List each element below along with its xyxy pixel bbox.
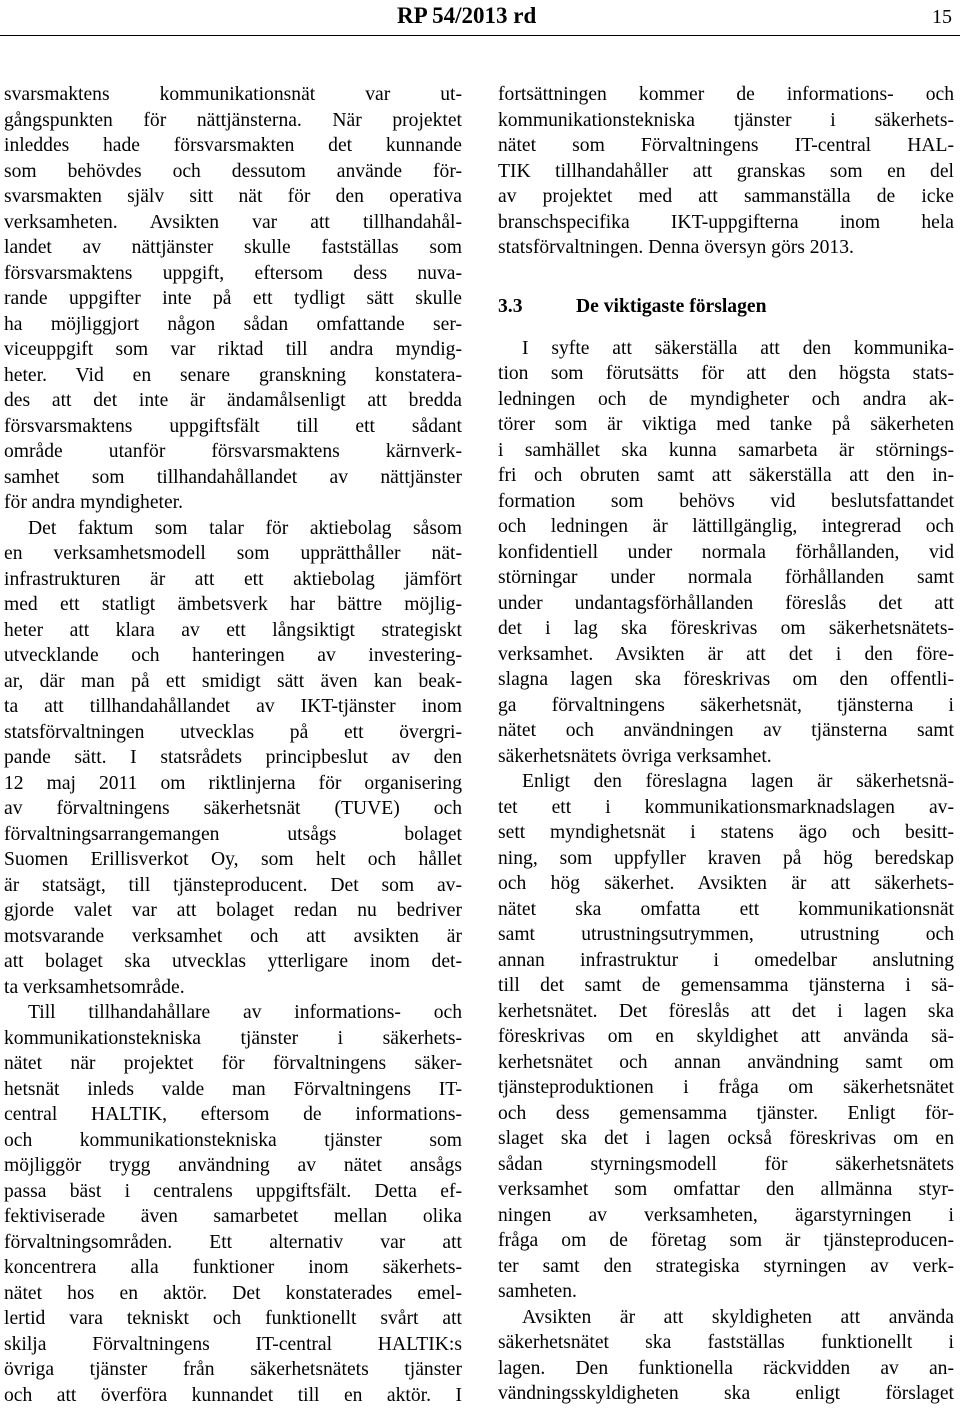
text-line: förvaltningsområden. Ett alternativ var att bbox=[4, 1230, 462, 1256]
text-line: lertid vara tekniskt och funktionellt svårt att bbox=[4, 1306, 462, 1332]
text-line: är statsägt, till tjänsteproducent. Det som av- bbox=[4, 873, 462, 899]
text-line: gjorde valet var att bolaget redan nu bedriver bbox=[4, 898, 462, 924]
text-line: som behövdes och dessutom använde för- bbox=[4, 159, 462, 185]
text-line: område utanför försvarsmaktens kärnverk- bbox=[4, 439, 462, 465]
text-line: av förvaltningens säkerhetsnät (TUVE) och bbox=[4, 796, 462, 822]
text-line: ga förvaltningens säkerhetsnät, tjänsterna i bbox=[498, 693, 954, 719]
text-line: landet av nättjänster skulle fastställas som bbox=[4, 235, 462, 261]
text-line: Det faktum som talar för aktiebolag såsom bbox=[4, 516, 462, 542]
page-header bbox=[0, 0, 960, 36]
text-line: kerhetsnätet. Det föreslås att det i lagen ska bbox=[498, 999, 954, 1025]
text-line: ta verksamhetsområde. bbox=[4, 975, 462, 1001]
text-line: verksamhet som omfattar den allmänna styr- bbox=[498, 1177, 954, 1203]
text-line: att bolaget ska utvecklas ytterligare inom det- bbox=[4, 949, 462, 975]
left-column bbox=[4, 82, 462, 1408]
text-line: möjliggör trygg användning av nätet ansågs bbox=[4, 1153, 462, 1179]
text-line: ta att tillhandahållandet av IKT-tjänster inom bbox=[4, 694, 462, 720]
text-line: pande sätt. I statsrådets principbeslut av den bbox=[4, 745, 462, 771]
text-line: TIK tillhandahåller att granskas som en del bbox=[498, 159, 954, 185]
paragraph bbox=[498, 336, 954, 770]
text-line: rande uppgifter inte på ett tydligt sätt skulle bbox=[4, 286, 462, 312]
text-line: förvaltningsarrangemangen utsågs bolaget bbox=[4, 822, 462, 848]
text-line: nätet hos en aktör. Det konstaterades emel- bbox=[4, 1281, 462, 1307]
text-line: statsförvaltningen utvecklas på ett övergri- bbox=[4, 720, 462, 746]
text-line: tet ett i kommunikationsmarknadslagen av- bbox=[498, 795, 954, 821]
paragraph bbox=[498, 82, 954, 261]
text-line: 12 maj 2011 om riktlinjerna för organisering bbox=[4, 771, 462, 797]
text-line: slagna lagen ska föreskrivas om den offentli- bbox=[498, 667, 954, 693]
paragraph bbox=[498, 769, 954, 1305]
text-line: säkerhetsnätet ska fastställas funktionellt i bbox=[498, 1330, 954, 1356]
text-line: ledningen och de myndigheter och andra ak- bbox=[498, 387, 954, 413]
text-line: verksamhet. Avsikten är att det i den före- bbox=[498, 642, 954, 668]
text-line: övriga tjänster från säkerhetsnätets tjänster bbox=[4, 1357, 462, 1383]
text-line: inleddes hade försvarsmakten det kunnande bbox=[4, 133, 462, 159]
text-line: nätet ska omfatta ett kommunikationsnät bbox=[498, 897, 954, 923]
text-line: till det samt de gemensamma tjänsterna i sä- bbox=[498, 973, 954, 999]
text-line: tjänsteproduktionen i fråga om säkerhetsnätet bbox=[498, 1075, 954, 1101]
text-line: det i lag ska föreskrivas om säkerhetsnätets- bbox=[498, 616, 954, 642]
text-line: motsvarande verksamhet och att avsikten är bbox=[4, 924, 462, 950]
text-line: infrastrukturen är att ett aktiebolag jämfört bbox=[4, 567, 462, 593]
text-line: formation som behövs vid beslutsfattandet bbox=[498, 489, 954, 515]
text-line: föreskrivas om en skyldighet att använda sä- bbox=[498, 1024, 954, 1050]
text-line: samheten. bbox=[498, 1279, 954, 1305]
page-number: 15 bbox=[932, 6, 952, 29]
text-line: nätet när projektet för förvaltningens säker- bbox=[4, 1051, 462, 1077]
text-line: försvarsmaktens uppgiftsfält till ett sådant bbox=[4, 414, 462, 440]
text-line: och kommunikationstekniska tjänster som bbox=[4, 1128, 462, 1154]
paragraph bbox=[498, 1305, 954, 1407]
text-line: under undantagsförhållanden föreslås det att bbox=[498, 591, 954, 617]
text-line: ning, som uppfyller kraven på hög beredskap bbox=[498, 846, 954, 872]
text-line: branschspecifika IKT-uppgifterna inom hela bbox=[498, 210, 954, 236]
text-line: kommunikationstekniska tjänster i säkerhets- bbox=[4, 1026, 462, 1052]
text-line: central HALTIK, eftersom de informations- bbox=[4, 1102, 462, 1128]
spacer bbox=[498, 261, 954, 287]
text-line: I syfte att säkerställa att den kommunika- bbox=[498, 336, 954, 362]
text-line: kommunikationstekniska tjänster i säkerhets- bbox=[498, 108, 954, 134]
text-line: ha möjliggjort någon sådan omfattande ser- bbox=[4, 312, 462, 338]
text-line: heter att klara av ett långsiktigt strategiskt bbox=[4, 618, 462, 644]
text-line: slaget ska det i lagen också föreskrivas om en bbox=[498, 1126, 954, 1152]
text-line: gångspunkten för nättjänsterna. När projektet bbox=[4, 108, 462, 134]
text-line: skilja Förvaltningens IT-central HALTIK:s bbox=[4, 1332, 462, 1358]
section-heading bbox=[498, 294, 954, 320]
text-line: Avsikten är att skyldigheten att använda bbox=[498, 1305, 954, 1331]
text-line: ar, där man på ett smidigt sätt även kan beak- bbox=[4, 669, 462, 695]
paragraph bbox=[4, 1000, 462, 1408]
text-line: kerhetsnätet och annan användning samt om bbox=[498, 1050, 954, 1076]
section-number: 3.3 bbox=[498, 294, 576, 320]
text-line: av projektet med att sammanställa de icke bbox=[498, 184, 954, 210]
text-line: hetsnät inleds valde man Förvaltningens IT- bbox=[4, 1077, 462, 1103]
text-line: för andra myndigheter. bbox=[4, 490, 462, 516]
text-line: des att det inte är ändamålsenligt att bredda bbox=[4, 388, 462, 414]
text-line: ningen av verksamheten, ägarstyrningen i bbox=[498, 1203, 954, 1229]
text-line: sådan styrningsmodell för säkerhetsnätets bbox=[498, 1152, 954, 1178]
text-line: en verksamhetsmodell som upprätthåller nät- bbox=[4, 541, 462, 567]
text-line: svarsmakten själv sitt nät för den operativa bbox=[4, 184, 462, 210]
header-rule bbox=[0, 35, 960, 36]
text-line: med ett statligt ämbetsverk har bättre möjlig- bbox=[4, 592, 462, 618]
text-line: viceuppgift som var riktad till andra myndig- bbox=[4, 337, 462, 363]
text-line: koncentrera alla funktioner inom säkerhets- bbox=[4, 1255, 462, 1281]
text-line: konfidentiell under normala förhållanden, vid bbox=[498, 540, 954, 566]
text-line: säkerhetsnätets övriga verksamhet. bbox=[498, 744, 954, 770]
paragraph bbox=[4, 82, 462, 516]
text-line: törer som är viktiga med tanke på säkerheten bbox=[498, 412, 954, 438]
text-line: ter samt den strategiska styrningen av verk- bbox=[498, 1254, 954, 1280]
text-line: svarsmaktens kommunikationsnät var ut- bbox=[4, 82, 462, 108]
text-line: försvarsmaktens uppgift, eftersom dess nuva- bbox=[4, 261, 462, 287]
text-line: lagen. Den funktionella räckvidden av an- bbox=[498, 1356, 954, 1382]
text-line: fortsättningen kommer de informations- och bbox=[498, 82, 954, 108]
text-line: fektiviserade även samarbetet mellan olika bbox=[4, 1204, 462, 1230]
text-line: och ledningen är lättillgänglig, integrerad och bbox=[498, 514, 954, 540]
text-line: i samhället ska kunna samarbeta är störnings- bbox=[498, 438, 954, 464]
text-line: tion som förutsätts för att den högsta stats- bbox=[498, 361, 954, 387]
text-line: nätet och användningen av tjänsterna samt bbox=[498, 718, 954, 744]
text-line: fri och obruten samt att säkerställa att den in- bbox=[498, 463, 954, 489]
text-line: samt utrustningsutrymmen, utrustning och bbox=[498, 922, 954, 948]
text-line: Suomen Erillisverkot Oy, som helt och hållet bbox=[4, 847, 462, 873]
text-line: och dess gemensamma tjänster. Enligt för- bbox=[498, 1101, 954, 1127]
text-line: nätet som Förvaltningens IT-central HAL- bbox=[498, 133, 954, 159]
text-line: statsförvaltningen. Denna översyn görs 2013. bbox=[498, 235, 954, 261]
text-line: verksamheten. Avsikten var att tillhandahål- bbox=[4, 210, 462, 236]
text-line: och hög säkerhet. Avsikten är att säkerhets- bbox=[498, 871, 954, 897]
text-line: passa bäst i centralens uppgiftsfält. Detta ef- bbox=[4, 1179, 462, 1205]
text-line: störningar under normala förhållanden samt bbox=[498, 565, 954, 591]
document-id: RP 54/2013 rd bbox=[397, 3, 536, 29]
text-line: Till tillhandahållare av informations- och bbox=[4, 1000, 462, 1026]
paragraph bbox=[4, 516, 462, 1001]
text-line: vändningsskyldigheten ska enligt förslaget bbox=[498, 1381, 954, 1407]
right-column bbox=[498, 82, 954, 1407]
text-line: och att överföra kunnandet till en aktör. I bbox=[4, 1383, 462, 1408]
text-line: heter. Vid en senare granskning konstatera- bbox=[4, 363, 462, 389]
text-line: Enligt den föreslagna lagen är säkerhetsnä- bbox=[498, 769, 954, 795]
text-line: samhet som tillhandahållandet av nättjänster bbox=[4, 465, 462, 491]
text-line: annan infrastruktur i omedelbar anslutning bbox=[498, 948, 954, 974]
text-line: fråga om de företag som är tjänsteproducen- bbox=[498, 1228, 954, 1254]
text-line: utvecklande och hanteringen av investering- bbox=[4, 643, 462, 669]
text-line: sett myndighetsnät i statens ägo och besitt- bbox=[498, 820, 954, 846]
section-title: De viktigaste förslagen bbox=[576, 294, 766, 320]
